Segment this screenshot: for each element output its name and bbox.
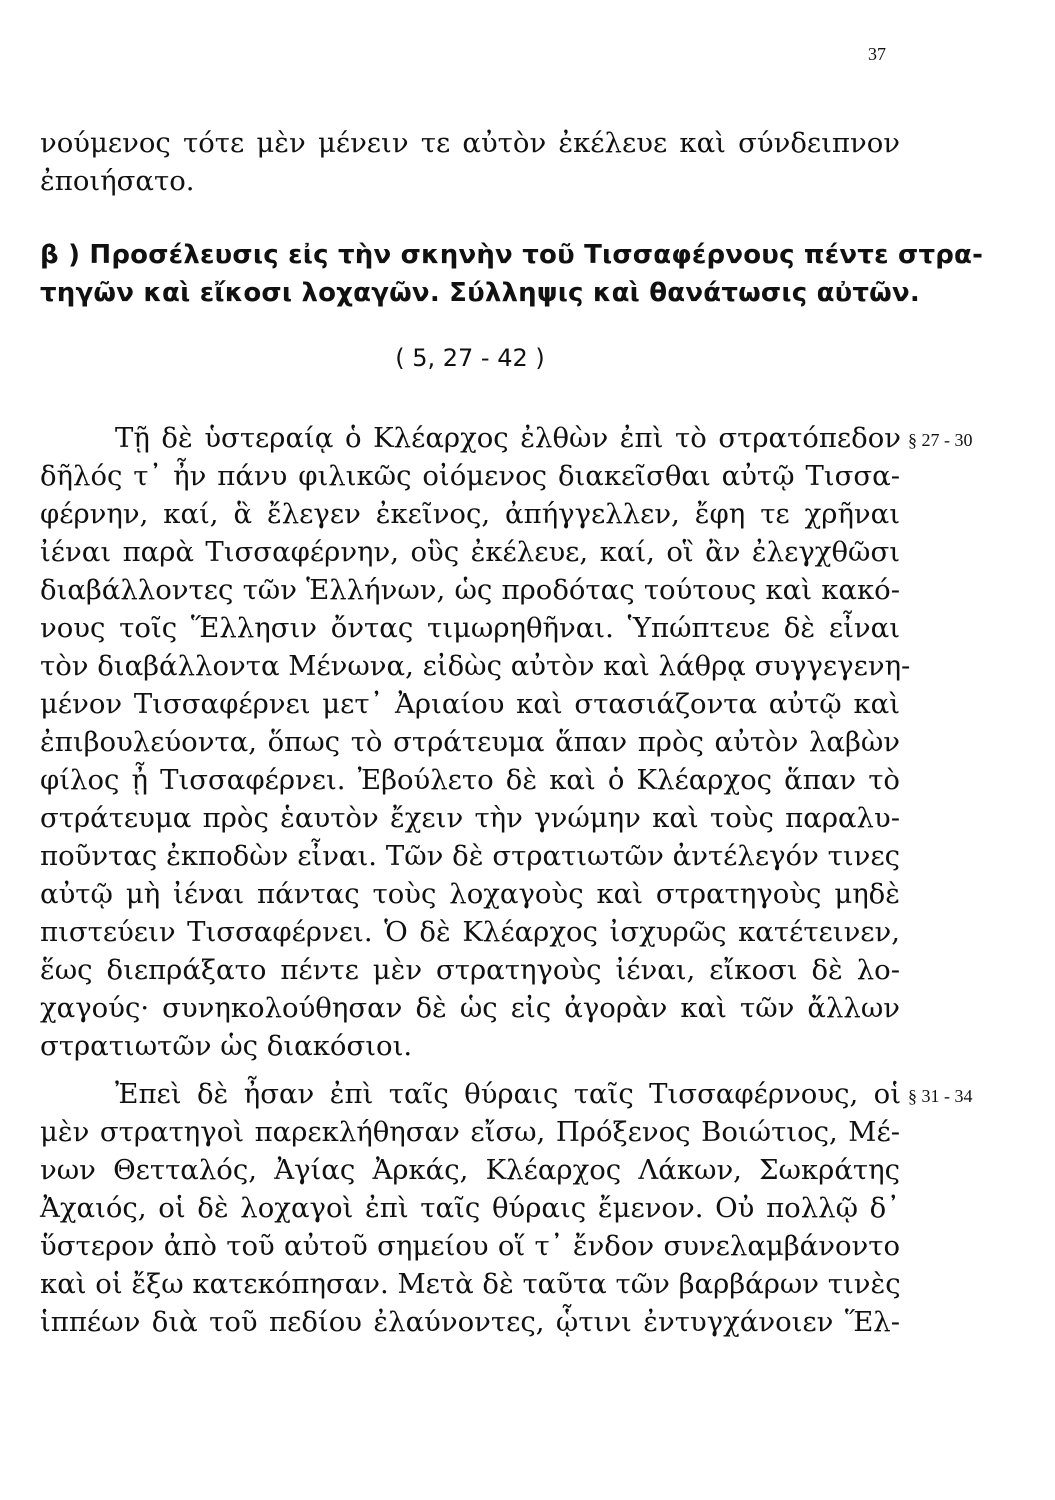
paragraph-line: ἰέναι παρὰ Τισσαφέρνην, οὓς ἐκέλευε, καί, οἳ ἂν ἐλεγχθῶσι xyxy=(40,536,900,568)
paragraph-line: μὲν στρατηγοὶ παρεκλήθησαν εἴσω, Πρόξενος Βοιώτιος, Μέ- xyxy=(40,1116,900,1148)
paragraph-line: ἐπιβουλεύοντα, ὅπως τὸ στράτευμα ἅπαν πρὸς αὐτὸν λαβὼν xyxy=(40,726,900,758)
paragraph-line: Ἐπεὶ δὲ ἦσαν ἐπὶ ταῖς θύραις ταῖς Τισσαφέρνους, οἱ xyxy=(115,1078,901,1110)
paragraph-line: πιστεύειν Τισσαφέρνει. Ὁ δὲ Κλέαρχος ἰσχυρῶς κατέτεινεν, xyxy=(40,916,900,948)
paragraph-line: δῆλός τ᾽ ἦν πάνυ φιλικῶς οἰόμενος διακεῖσθαι αὐτῷ Τισσα- xyxy=(40,460,900,492)
section-heading-line: τηγῶν καὶ εἴκοσι λοχαγῶν. Σύλληψις καὶ θανάτωσις αὐτῶν. xyxy=(40,278,920,308)
paragraph-line: φέρνην, καί, ἃ ἔλεγεν ἐκεῖνος, ἀπήγγελλεν, ἔφη τε χρῆναι xyxy=(40,498,900,530)
paragraph-line: διαβάλλοντες τῶν Ἑλλήνων, ὡς προδότας τούτους καὶ κακό- xyxy=(40,574,900,606)
paragraph-line: χαγούς· συνηκολούθησαν δὲ ὡς εἰς ἀγορὰν καὶ τῶν ἄλλων xyxy=(40,992,900,1024)
paragraph-line: ποῦντας ἐκποδὼν εἶναι. Τῶν δὲ στρατιωτῶν ἀντέλεγόν τινες xyxy=(40,840,900,872)
page-number: 37 xyxy=(868,44,886,64)
paragraph-line: τὸν διαβάλλοντα Μένωνα, εἰδὼς αὐτὸν καὶ λάθρᾳ συγγεγενη- xyxy=(40,650,911,682)
paragraph-line: στράτευμα πρὸς ἑαυτὸν ἔχειν τὴν γνώμην καὶ τοὺς παραλυ- xyxy=(40,802,900,834)
paragraph-line: φίλος ᾖ Τισσαφέρνει. Ἐβούλετο δὲ καὶ ὁ Κλέαρχος ἅπαν τὸ xyxy=(40,764,900,796)
paragraph-line: καὶ οἱ ἔξω κατεκόπησαν. Μετὰ δὲ ταῦτα τῶν βαρβάρων τινὲς xyxy=(40,1268,901,1300)
paragraph-line: ἱππέων διὰ τοῦ πεδίου ἐλαύνοντες, ᾧτινι ἐντυγχάνοιεν Ἕλ- xyxy=(40,1306,900,1338)
paragraph-line: νους τοῖς Ἕλλησιν ὄντας τιμωρηθῆναι. Ὑπώπτευε δὲ εἶναι xyxy=(40,612,900,644)
paragraph-line: αὐτῷ μὴ ἰέναι πάντας τοὺς λοχαγοὺς καὶ στρατηγοὺς μηδὲ xyxy=(40,878,900,910)
intro-line: νούμενος τότε μὲν μένειν τε αὐτὸν ἐκέλευε καὶ σύνδειπνον xyxy=(40,127,900,159)
paragraph-line: μένον Τισσαφέρνει μετ᾽ Ἀριαίου καὶ στασιάζοντα αὐτῷ καὶ xyxy=(40,688,900,720)
paragraph-line: στρατιωτῶν ὡς διακόσιοι. xyxy=(40,1030,413,1062)
section-subtitle: ( 5, 27 - 42 ) xyxy=(395,344,545,372)
paragraph-line: νων Θετταλός, Ἀγίας Ἀρκάς, Κλέαρχος Λάκων, Σωκράτης xyxy=(40,1154,900,1186)
section-ref: § 31 - 34 xyxy=(908,1086,973,1106)
section-heading-line: β ) Προσέλευσις εἰς τὴν σκηνὴν τοῦ Τισσαφέρνους πέντε στρα- xyxy=(40,240,984,270)
paragraph-line: Τῇ δὲ ὑστεραίᾳ ὁ Κλέαρχος ἐλθὼν ἐπὶ τὸ στρατόπεδον xyxy=(115,422,901,454)
intro-line: ἐποιήσατο. xyxy=(40,165,195,197)
paragraph-line: ὕστερον ἀπὸ τοῦ αὐτοῦ σημείου οἵ τ᾽ ἔνδον συνελαμβάνοντο xyxy=(40,1230,900,1262)
paragraph-line: ἕως διεπράξατο πέντε μὲν στρατηγοὺς ἰέναι, εἴκοσι δὲ λο- xyxy=(40,954,900,986)
section-ref: § 27 - 30 xyxy=(908,430,973,450)
paragraph-line: Ἀχαιός, οἱ δὲ λοχαγοὶ ἐπὶ ταῖς θύραις ἔμενον. Οὐ πολλῷ δ᾽ xyxy=(40,1192,900,1224)
